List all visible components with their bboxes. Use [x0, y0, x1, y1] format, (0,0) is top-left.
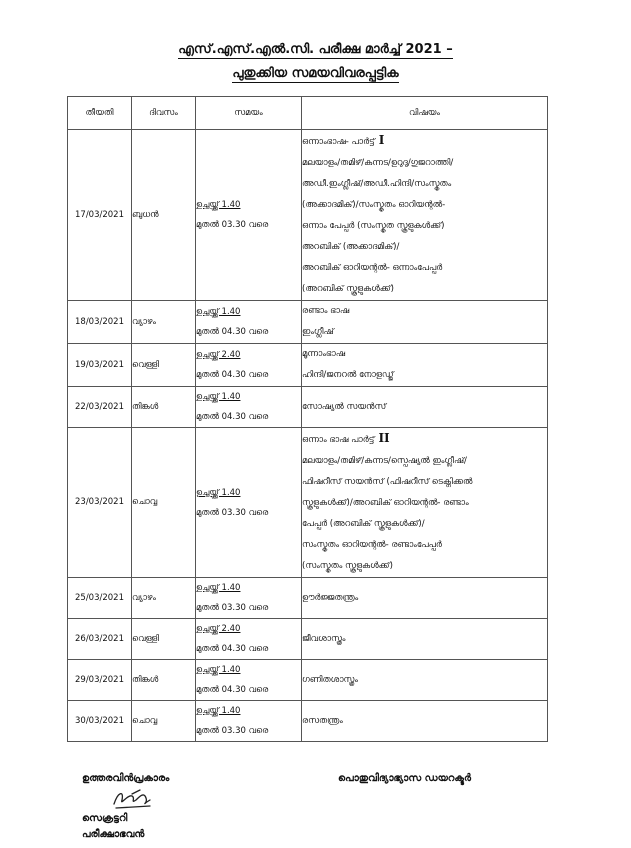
title-line-1: എസ്.എസ്.എൽ.സി. പരീക്ഷ മാർച്ച് 2021 – — [178, 42, 453, 57]
exam-date: 30/03/2021 — [68, 701, 132, 742]
exam-time — [196, 701, 302, 742]
table-row — [68, 301, 548, 344]
table-row — [68, 387, 548, 428]
header-day: ദിവസം — [132, 97, 196, 130]
exam-subject — [302, 660, 548, 701]
exam-subject — [302, 130, 548, 301]
exam-time — [196, 660, 302, 701]
subject-line: മലയാളം/തമിഴ്/കന്നട/ഉറുദു/ഗുജറാത്തി/ — [302, 158, 454, 168]
table-row — [68, 660, 548, 701]
exam-time-end: മുതൽ 03.30 വരെ — [196, 507, 269, 518]
exam-time-start: ഉച്ചയ്ക്ക് 2.40 — [196, 350, 241, 360]
subject-title — [302, 130, 547, 153]
subject-line: സ്കൂളുകൾക്ക്)/അറബിക് ഓറിയന്റൽ- രണ്ടാം — [302, 498, 469, 508]
exam-time — [196, 130, 302, 301]
subject-title-text: ഒന്നാം ഭാഷ പാർട്ട് — [302, 435, 375, 445]
exam-day: ചൊവ്വ — [132, 428, 196, 578]
subject-line: ഒന്നാം പേപ്പർ (സംസ്കൃത സ്കൂളുകൾക്ക്) — [302, 221, 445, 231]
subject-line: (സംസ്കൃതം സ്കൂളുകൾക്ക്) — [302, 561, 393, 571]
exam-date: 19/03/2021 — [68, 344, 132, 387]
subject-line: അഡീ.ഇംഗ്ലീഷ്/അഡീ.ഹിന്ദി/സംസ്കൃതം — [302, 179, 452, 189]
subject-part-number: I — [378, 133, 385, 147]
subject-line: സോഷ്യൽ സയൻസ് — [302, 401, 387, 412]
table-row — [68, 619, 548, 660]
subject-line: അറബിക് ഓറിയന്റൽ- ഒന്നാംപേപ്പർ — [302, 263, 443, 273]
subject-line: പേപ്പർ (അറബിക് സ്കൂളുകൾക്ക്)/ — [302, 519, 425, 529]
exam-day: വെള്ളി — [132, 344, 196, 387]
timetable — [67, 96, 548, 742]
subject-part-number: II — [378, 431, 390, 445]
exam-day: വെള്ളി — [132, 619, 196, 660]
header-date: തീയതി — [68, 97, 132, 130]
exam-time — [196, 301, 302, 344]
signatory — [82, 811, 144, 843]
header-time: സമയം — [196, 97, 302, 130]
exam-subject — [302, 578, 548, 619]
exam-time — [196, 619, 302, 660]
exam-time — [196, 428, 302, 578]
document-subtitle — [0, 66, 631, 82]
exam-day: ബുധൻ — [132, 130, 196, 301]
subject-line: ഗണിതശാസ്ത്രം — [302, 674, 358, 685]
subject-line: അറബിക് (അക്കാദമിക്)/ — [302, 242, 400, 252]
exam-time-end: മുതൽ 04.30 വരെ — [196, 412, 269, 422]
subject-line: മലയാളം/തമിഴ്/കന്നട/സ്പെഷ്യൽ ഇംഗ്ലീഷ്/ — [302, 456, 467, 466]
timetable-header-row — [68, 97, 548, 130]
exam-time — [196, 578, 302, 619]
exam-time-start: ഉച്ചയ്ക്ക് 2.40 — [196, 624, 241, 634]
title-line-2: പുതുക്കിയ സമയവിവരപ്പട്ടിക — [232, 66, 399, 81]
signatory-title: സെക്രട്ടറി — [82, 813, 128, 824]
subject-line: ഇംഗ്ലീഷ് — [302, 327, 334, 337]
exam-time-end: മുതൽ 03.30 വരെ — [196, 726, 269, 736]
exam-subject — [302, 387, 548, 428]
exam-day: ചൊവ്വ — [132, 701, 196, 742]
subject-title-text: ഒന്നാംഭാഷ- പാർട്ട് — [302, 137, 375, 147]
exam-time-start: ഉച്ചയ്ക്ക് 1.40 — [196, 706, 241, 716]
subject-line: മൂന്നാംഭാഷ — [302, 349, 346, 359]
exam-subject — [302, 428, 548, 578]
subject-line: ഊർജ്ജതന്ത്രം — [302, 592, 359, 603]
subject-line: ഫിഷറീസ് സയൻസ് (ഫിഷറീസ് ടെക്നിക്കൽ — [302, 477, 473, 487]
timetable-body — [68, 130, 548, 742]
exam-subject — [302, 619, 548, 660]
table-row — [68, 701, 548, 742]
subject-line: ജീവശാസ്ത്രം — [302, 633, 346, 644]
exam-time-start: ഉച്ചയ്ക്ക് 1.40 — [196, 665, 241, 675]
exam-time-end: മുതൽ 04.30 വരെ — [196, 370, 269, 380]
exam-date: 18/03/2021 — [68, 301, 132, 344]
subject-line: രണ്ടാം ഭാഷ — [302, 306, 350, 316]
exam-day: തിങ്കൾ — [132, 387, 196, 428]
exam-time — [196, 387, 302, 428]
exam-date: 17/03/2021 — [68, 130, 132, 301]
exam-date: 23/03/2021 — [68, 428, 132, 578]
signature-image — [110, 786, 158, 812]
exam-subject — [302, 301, 548, 344]
exam-time-end: മുതൽ 03.30 വരെ — [196, 603, 269, 613]
subject-line: (അറബിക് സ്കൂളുകൾക്ക്) — [302, 284, 394, 294]
exam-time-start: ഉച്ചയ്ക്ക് 1.40 — [196, 200, 241, 210]
table-row — [68, 130, 548, 301]
exam-subject — [302, 344, 548, 387]
authority-label: ഉത്തരവിൻപ്രകാരം — [82, 773, 170, 784]
exam-time — [196, 344, 302, 387]
signatory-office: പരീക്ഷാഭവൻ — [82, 829, 145, 840]
exam-time-start: ഉച്ചയ്ക്ക് 1.40 — [196, 392, 241, 402]
exam-time-end: മുതൽ 04.30 വരെ — [196, 685, 269, 695]
subject-line: ഹിന്ദി/ജനറൽ നോളഡ്ജ് — [302, 370, 394, 380]
table-row — [68, 344, 548, 387]
subject-title — [302, 428, 547, 451]
exam-time-end: മുതൽ 04.30 വരെ — [196, 327, 269, 337]
subject-line: രസതന്ത്രം — [302, 715, 343, 726]
exam-time-start: ഉച്ചയ്ക്ക് 1.40 — [196, 583, 241, 593]
exam-time-start: ഉച്ചയ്ക്ക് 1.40 — [196, 307, 241, 317]
subject-line: സംസ്കൃതം ഓറിയന്റൽ- രണ്ടാംപേപ്പർ — [302, 540, 442, 550]
exam-day: വ്യാഴം — [132, 301, 196, 344]
exam-time-end: മുതൽ 03.30 വരെ — [196, 220, 269, 230]
exam-date: 26/03/2021 — [68, 619, 132, 660]
exam-time-end: മുതൽ 04.30 വരെ — [196, 644, 269, 654]
header-subject: വിഷയം — [302, 97, 548, 130]
exam-day: തിങ്കൾ — [132, 660, 196, 701]
exam-time-start: ഉച്ചയ്ക്ക് 1.40 — [196, 487, 241, 498]
document-title — [0, 42, 631, 58]
exam-subject — [302, 701, 548, 742]
table-row — [68, 428, 548, 578]
exam-date: 22/03/2021 — [68, 387, 132, 428]
exam-day: വ്യാഴം — [132, 578, 196, 619]
table-row — [68, 578, 548, 619]
director-label: പൊതുവിദ്യാഭ്യാസ ഡയറക്ടർ — [338, 773, 471, 784]
exam-date: 29/03/2021 — [68, 660, 132, 701]
exam-date: 25/03/2021 — [68, 578, 132, 619]
subject-line: (അക്കാദമിക്)/സംസ്കൃതം ഓറിയന്റൽ- — [302, 200, 446, 210]
